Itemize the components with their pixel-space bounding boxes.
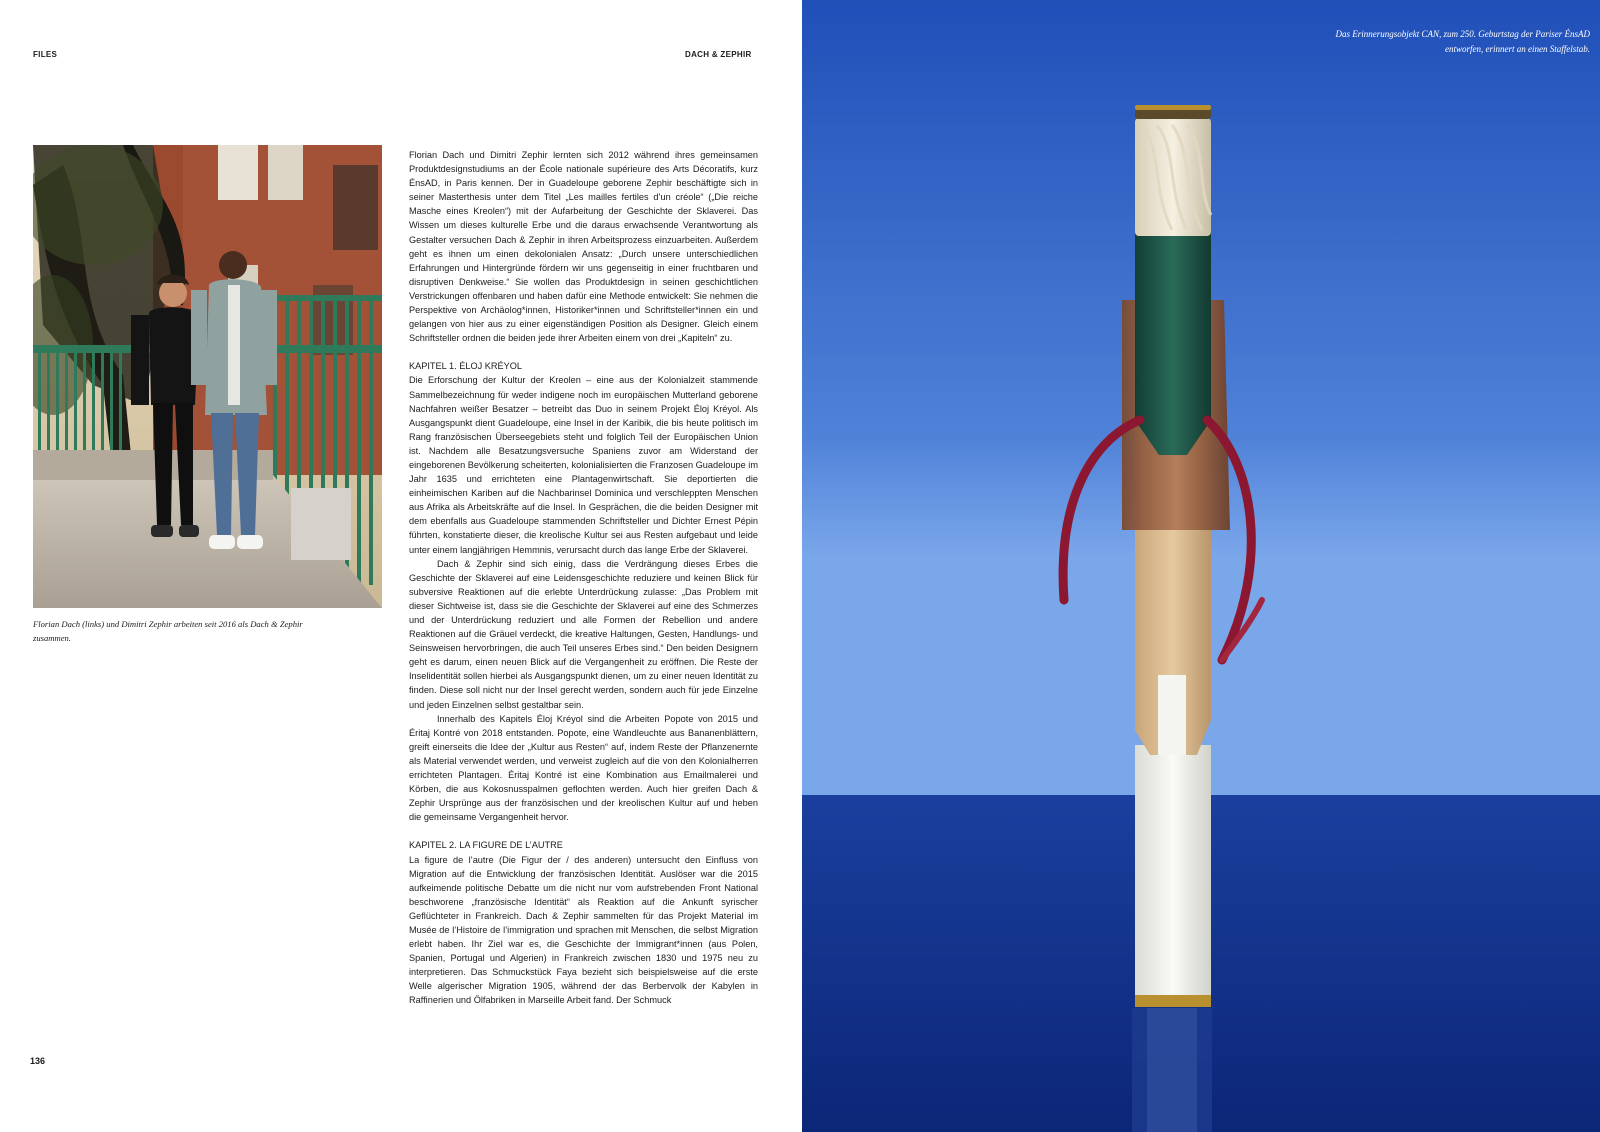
page-number: 136 — [30, 1056, 46, 1066]
article-intro: Florian Dach und Dimitri Zephir lernten sich 2012 während ihres gemeinsamen Produktdesignstudiums an der École nationale supérieure des Arts Décoratifs, kurz ÉnsAD, in Paris kennen. Der in Guadeloupe geborene Zephir beschäftigte sich in seiner Masterthesis unter dem Titel „Les mailles fertiles d’un créole“ („Die reiche Masche eines Kreolen“) mit der Aufarbeitung der Geschichte der Sklaverei. Das Wissen um dieses kulturelle Erbe und die daraus erwachsende Verantwortung als Gestalter versuchen Dach & Zephir in ihren Arbeitsprozess einzuarbeiten. Außerdem geht es ihnen um einen dekolonialen Ansatz: „Durch unsere unterschiedlichen Erfahrungen und Hintergründe fördern wir uns gegenseitig in einer fruchtbaren und disruptiven Denkweise.“ Sie wollen das Produktdesign in seinen geschichtlichen Verstrickungen offenbaren und haben dafür eine Methode entwickelt: Sie nehmen die Perspektive von Archäolog*innen, Historiker*innen und Schriftsteller*innen ein und gelangen von hier aus zu einer eigenständigen Position als Designer. Gleich einem Schriftsteller ordnen die beiden jede ihrer Arbeiten einem von drei „Kapiteln“ zu. — [409, 150, 758, 344]
chapter-1-paragraph-3: Innerhalb des Kapitels Éloj Kréyol sind die Arbeiten Popote von 2015 und Éritaj Kontré von 2018 entstanden. Popote, eine Wandleuchte aus Bananenblättern, greift einerseits die Idee der „Kultur aus Resten“ auf, indem Reste der Pflanzenernte als Material verwendet werden, und verweist zugleich auf die von den Kolonialherren errichteten Plantagen. Éritaj Kontré ist eine Kombination aus Emailmalerei und Körben, die aus Kokosnusspalmen geflochten werden. Auch hier greifen Dach & Zephir Ursprünge aus der französischen und der kreolischen Kultur auf und heben die gemeinsame Vergangenheit hervor. — [409, 713, 758, 823]
chapter-2-paragraph-1: La figure de l’autre (Die Figur der / des anderen) untersucht den Einfluss von Migration auf die Entwicklung der französischen Identität. Auslöser war die 2015 aufkeimende politische Debatte um die nicht nur vom aufstrebenden Front National beschworene „französische Identität“ als Reaktion auf die Ankunft syrischer Geflüchteter in Frankreich. Dach & Zephir sammelten für das Projekt Material im Musée de l’Histoire de l’immigration und sprachen mit Menschen, die selbst Migration erlebt haben. Ihr Ziel war es, die Geschichte der Immigrant*innen (aus Polen, Spanien, Portugal und Algerien) in Frankreich zwischen 1830 und 1975 neu zu interpretieren. Das Schmuckstück Faya bezieht sich beispielsweise auf die erste Welle algerischer Migration 1905, während der das Berbervolk der Kabylen in Raffinerien und Ölfabriken in Marseille Arbeit fand. Der Schmuck — [409, 854, 758, 1006]
chapter-2 — [409, 838, 758, 1007]
running-head-title: DACH & ZEPHIR — [685, 50, 752, 59]
article-body — [409, 148, 758, 1008]
chapter-1 — [409, 359, 758, 824]
chapter-1-paragraph-1: Die Erforschung der Kultur der Kreolen – eine aus der Kolonialzeit stammende Sammelbezeichnung für weder indigene noch im europäischen Mutterland geborene Nachfahren weißer Besatzer – betreibt das Duo in seinem Projekt Éloj Kréyol. Als Ausgangspunkt dient Guadeloupe, eine Insel in der Karibik, die bis heute politisch im Rang französischen Überseegebiets steht und folglich Teil der Europäischen Union ist. Nachdem alle Besatzungsversuche Spaniens zuvor am Widerstand der eingeborenen Bevölkerung scheiterten, kolonialisierten die Franzosen Guadeloupe im Jahr 1635 und errichteten eine Plantagenwirtschaft. Sie deportierten die einheimischen Kariben auf die Nachbarinsel Dominica und verschleppten Menschen aus Afrika als Arbeitskräfte auf die Insel. In Gesprächen, die die beiden Designer mit dem ebenfalls aus Guadeloupe stammenden Schriftsteller und Dichter Ernest Pépin führten, konstatierte dieser, die kreolische Kultur sei aus Resten aufgebaut und leide unter einem langjährigen Hemmnis, verursacht durch das lange Erbe der Sklaverei. — [409, 375, 758, 555]
portrait-caption: Florian Dach (links) und Dimitri Zephir arbeiten seit 2016 als Dach & Zephir zusammen. — [33, 619, 303, 643]
portrait-photo — [33, 145, 382, 608]
chapter-1-paragraph-2: Dach & Zephir sind sich einig, dass die Verdrängung dieses Erbes die Geschichte der Sklaverei auf eine Leidensgeschichte reduziere und keinen Blick für subversive Reaktionen auf die erlebte Unterdrückung zulasse: „Das Problem mit dieser Sichtweise ist, dass sie die Geschichte der Sklaverei auf eine des Schmerzes und der Unterdrückung reduziert und alle Formen der Rebellion und andere Reaktionen auf die Gräuel verdeckt, die kreative Haltungen, Gesten, Handlungs- und Seinsweisen hervorbringen, die auch Teil unseres Erbes sind.“ Den beiden Designern geht es darum, einen neuen Blick auf die Vergangenheit zu eröffnen. Die Reste der Inselidentität sollen hierbei als Ausgangspunkt dienen, um zu einer neuen Identität zu finden. Diese soll nicht nur der Insel gerecht werden, sondern auch für jede Einzelne und jeden Einzelnen selbst gestaltbar sein. — [409, 558, 758, 710]
running-head-section: FILES — [33, 50, 58, 59]
chapter-1-title: KAPITEL 1. ÉLOJ KRÉYOL — [409, 361, 523, 372]
relay-baton-photo — [802, 0, 1600, 1132]
chapter-2-title: KAPITEL 2. LA FIGURE DE L’AUTRE — [409, 840, 563, 851]
baton-caption: Das Erinnerungsobjekt CAN, zum 250. Geburtstag der Pariser ÉnsAD entworfen, erinnert an einen Staffelstab. — [1335, 29, 1590, 54]
right-page-photo — [802, 0, 1600, 1132]
portrait-photo-illustration — [33, 145, 382, 608]
